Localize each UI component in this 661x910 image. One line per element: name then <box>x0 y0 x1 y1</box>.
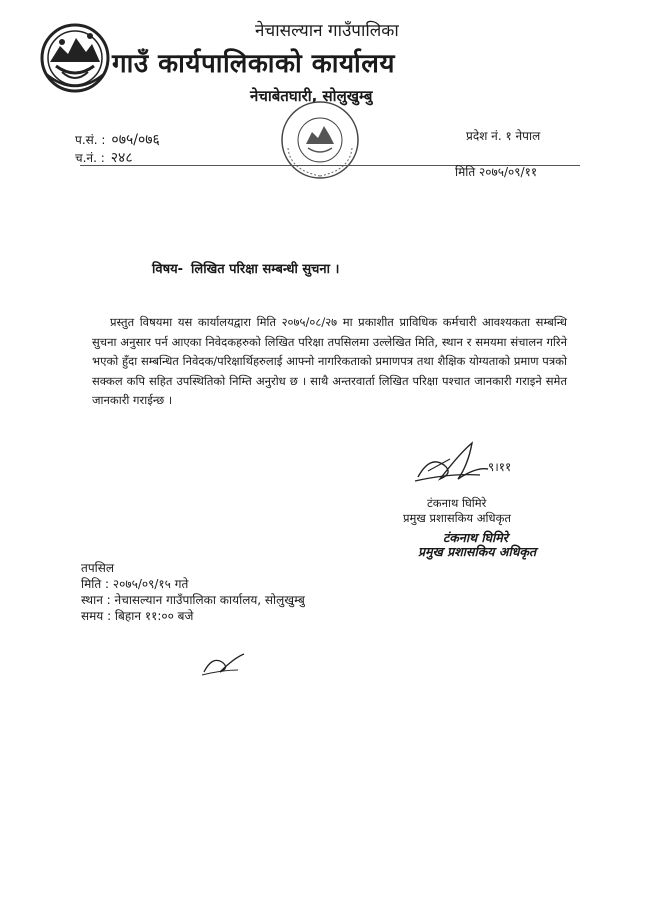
initial-signature <box>198 648 250 678</box>
signatory-stamp-title: प्रमुख प्रशासकिय अधिकृत <box>418 544 537 559</box>
notice-body <box>92 313 567 411</box>
schedule-date: मिति : २०७५/०९/१५ गते <box>81 577 189 591</box>
letter-date: मिति २०७५/०९/११ <box>455 165 538 179</box>
schedule-block <box>81 560 305 624</box>
subject-label: विषय- <box>152 262 184 277</box>
schedule-time: समय : बिहान ११:०० बजे <box>81 609 194 623</box>
subject-text: लिखित परिक्षा सम्बन्धी सुचना । <box>191 262 340 277</box>
office-address: नेचाबेतघारी, सोलुखुम्बु <box>250 87 373 105</box>
ref-cn-label: च.नं. : <box>75 151 105 165</box>
ref-ps-value: ०७५/०७६ <box>111 132 160 148</box>
municipality-name: नेचासल्यान गाउँपालिका <box>255 21 399 41</box>
signatory-title: प्रमुख प्रशासकिय अधिकृत <box>403 511 511 525</box>
ref-ps-row <box>75 131 160 149</box>
schedule-heading: तपसिल <box>81 561 115 575</box>
ref-cn-value: २४८ <box>110 150 133 166</box>
office-title: गाउँ कार्यपालिकाको कार्यालय <box>112 49 395 79</box>
subject-line <box>152 259 339 277</box>
notice-body-text: प्रस्तुत विषयमा यस कार्यालयद्वारा मिति २०७५/०८/२७ मा प्रकाशीत प्राविधिक कर्मचारी आवश्यकता सम्बन्धि सुचना अनुसार पर्न आएका निवेदकहरुको लिखित परिक्षा तपसिलमा उल्लेखित मिति, स्थान र समयमा संचालन गरिने भएको हुँदा सम्बन्धित निवेदक/परिक्षार्थिहरुलाई आफ्नो नागरिकताको प्रमाणपत्र तथा शैक्षिक योग्यताको प्रमाण पत्रको सक्कल कपि सहित उपस्थितिको निम्ति अनुरोध छ । साथै अन्तरवार्ता लिखित परिक्षा पश्चात जानकारी गराइने समेत जानकारी गराईन्छ । <box>92 315 567 407</box>
government-emblem-logo <box>40 22 110 94</box>
ref-ps-label: प.सं. : <box>75 133 106 147</box>
schedule-place: स्थान : नेचासल्यान गाउँपालिका कार्यालय, सोलुखुम्बु <box>81 593 305 607</box>
reference-block <box>75 131 160 167</box>
signatory-stamp-name: टंकनाथ घिमिरे <box>443 530 508 545</box>
office-stamp-seal <box>278 98 362 182</box>
signature-date: ९।११ <box>488 460 512 474</box>
province-label: प्रदेश नं. १ नेपाल <box>466 129 541 143</box>
signatory-name: टंकनाथ घिमिरे <box>427 496 487 510</box>
